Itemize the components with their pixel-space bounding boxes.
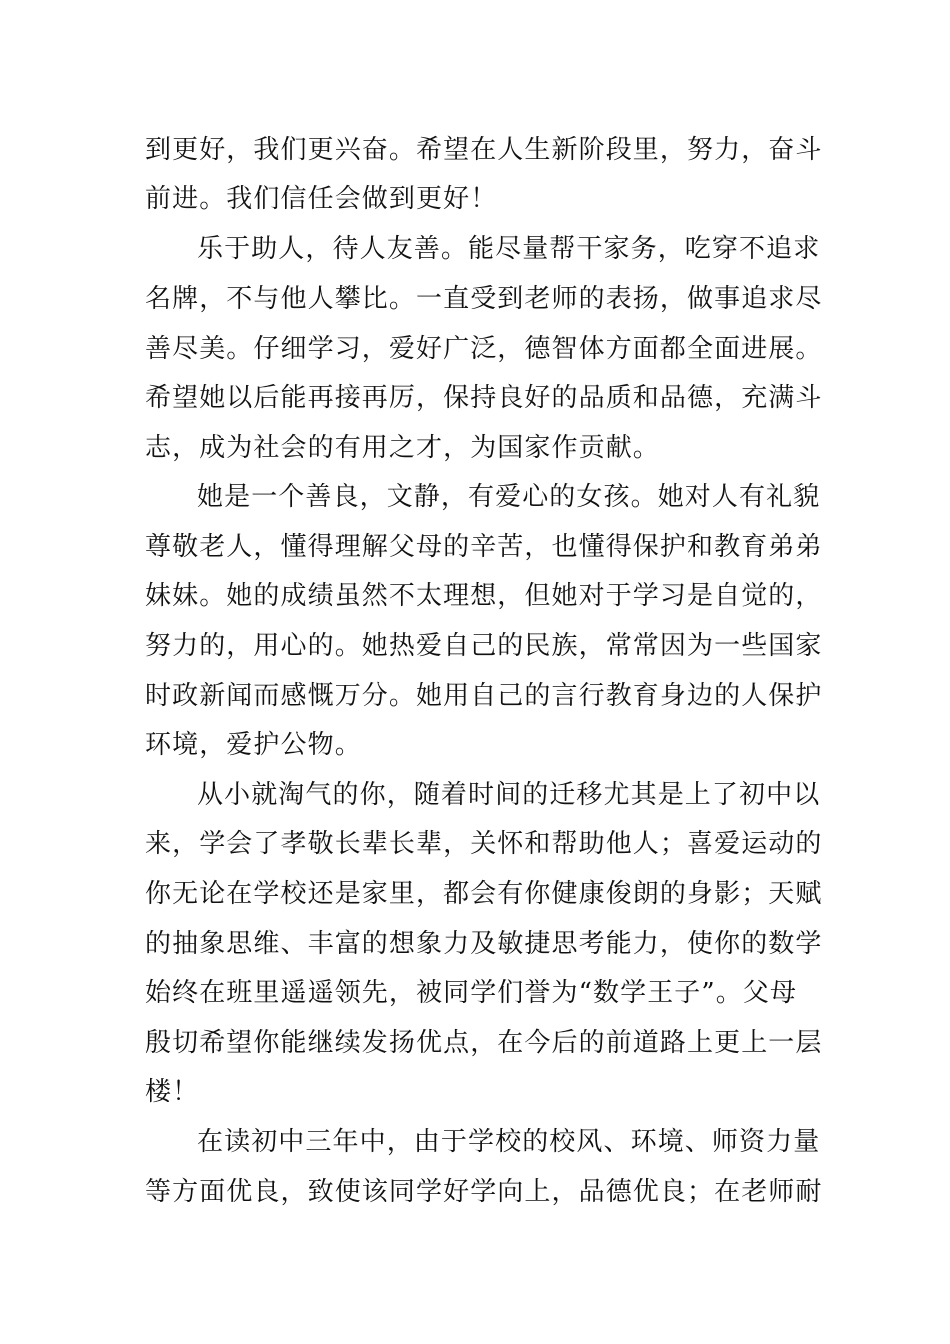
text-line: 她是一个善良，文静，有爱心的女孩。她对人有礼貌 (197, 482, 821, 512)
text-line: 的抽象思维、丰富的想象力及敏捷思考能力，使你的数学 (145, 929, 823, 959)
text-line: 努力的，用心的。她热爱自己的民族，常常因为一些国家 (145, 631, 823, 661)
text-line: 希望她以后能再接再厉，保持良好的品质和品德，充满斗 (145, 383, 823, 413)
text-line: 名牌，不与他人攀比。一直受到老师的表扬，做事追求尽 (145, 284, 823, 314)
text-line: 始终在班里遥遥领先，被同学们誉为“数学王子”。父母 (145, 978, 798, 1008)
text-line: 等方面优良，致使该同学好学向上，品德优良；在老师耐 (145, 1177, 823, 1207)
text-line: 志，成为社会的有用之才，为国家作贡献。 (145, 433, 660, 463)
text-line: 从小就淘气的你，随着时间的迁移尤其是上了初中以 (197, 780, 821, 810)
text-line: 妹妹。她的成绩虽然不太理想，但她对于学习是自觉的， (145, 581, 823, 611)
text-line: 尊敬老人，懂得理解父母的辛苦，也懂得保护和教育弟弟 (145, 532, 823, 562)
text-line: 来，学会了孝敬长辈长辈，关怀和帮助他人；喜爱运动的 (145, 829, 823, 859)
text-line: 乐于助人，待人友善。能尽量帮干家务，吃穿不追求 (197, 234, 821, 264)
text-line: 殷切希望你能继续发扬优点，在今后的前道路上更上一层 (145, 1028, 823, 1058)
text-line: 你无论在学校还是家里，都会有你健康俊朗的身影；天赋 (145, 879, 823, 909)
text-line: 善尽美。仔细学习，爱好广泛，德智体方面都全面进展。 (145, 334, 823, 364)
text-line: 到更好，我们更兴奋。希望在人生新阶段里，努力，奋斗 (145, 135, 823, 165)
text-line: 前进。我们信任会做到更好！ (145, 184, 498, 214)
text-line: 楼！ (145, 1077, 200, 1107)
text-line: 在读初中三年中，由于学校的校风、环境、师资力量 (197, 1127, 821, 1157)
text-line: 环境，爱护公物。 (145, 730, 362, 760)
text-line: 时政新闻而感慨万分。她用自己的言行教育身边的人保护 (145, 681, 823, 711)
